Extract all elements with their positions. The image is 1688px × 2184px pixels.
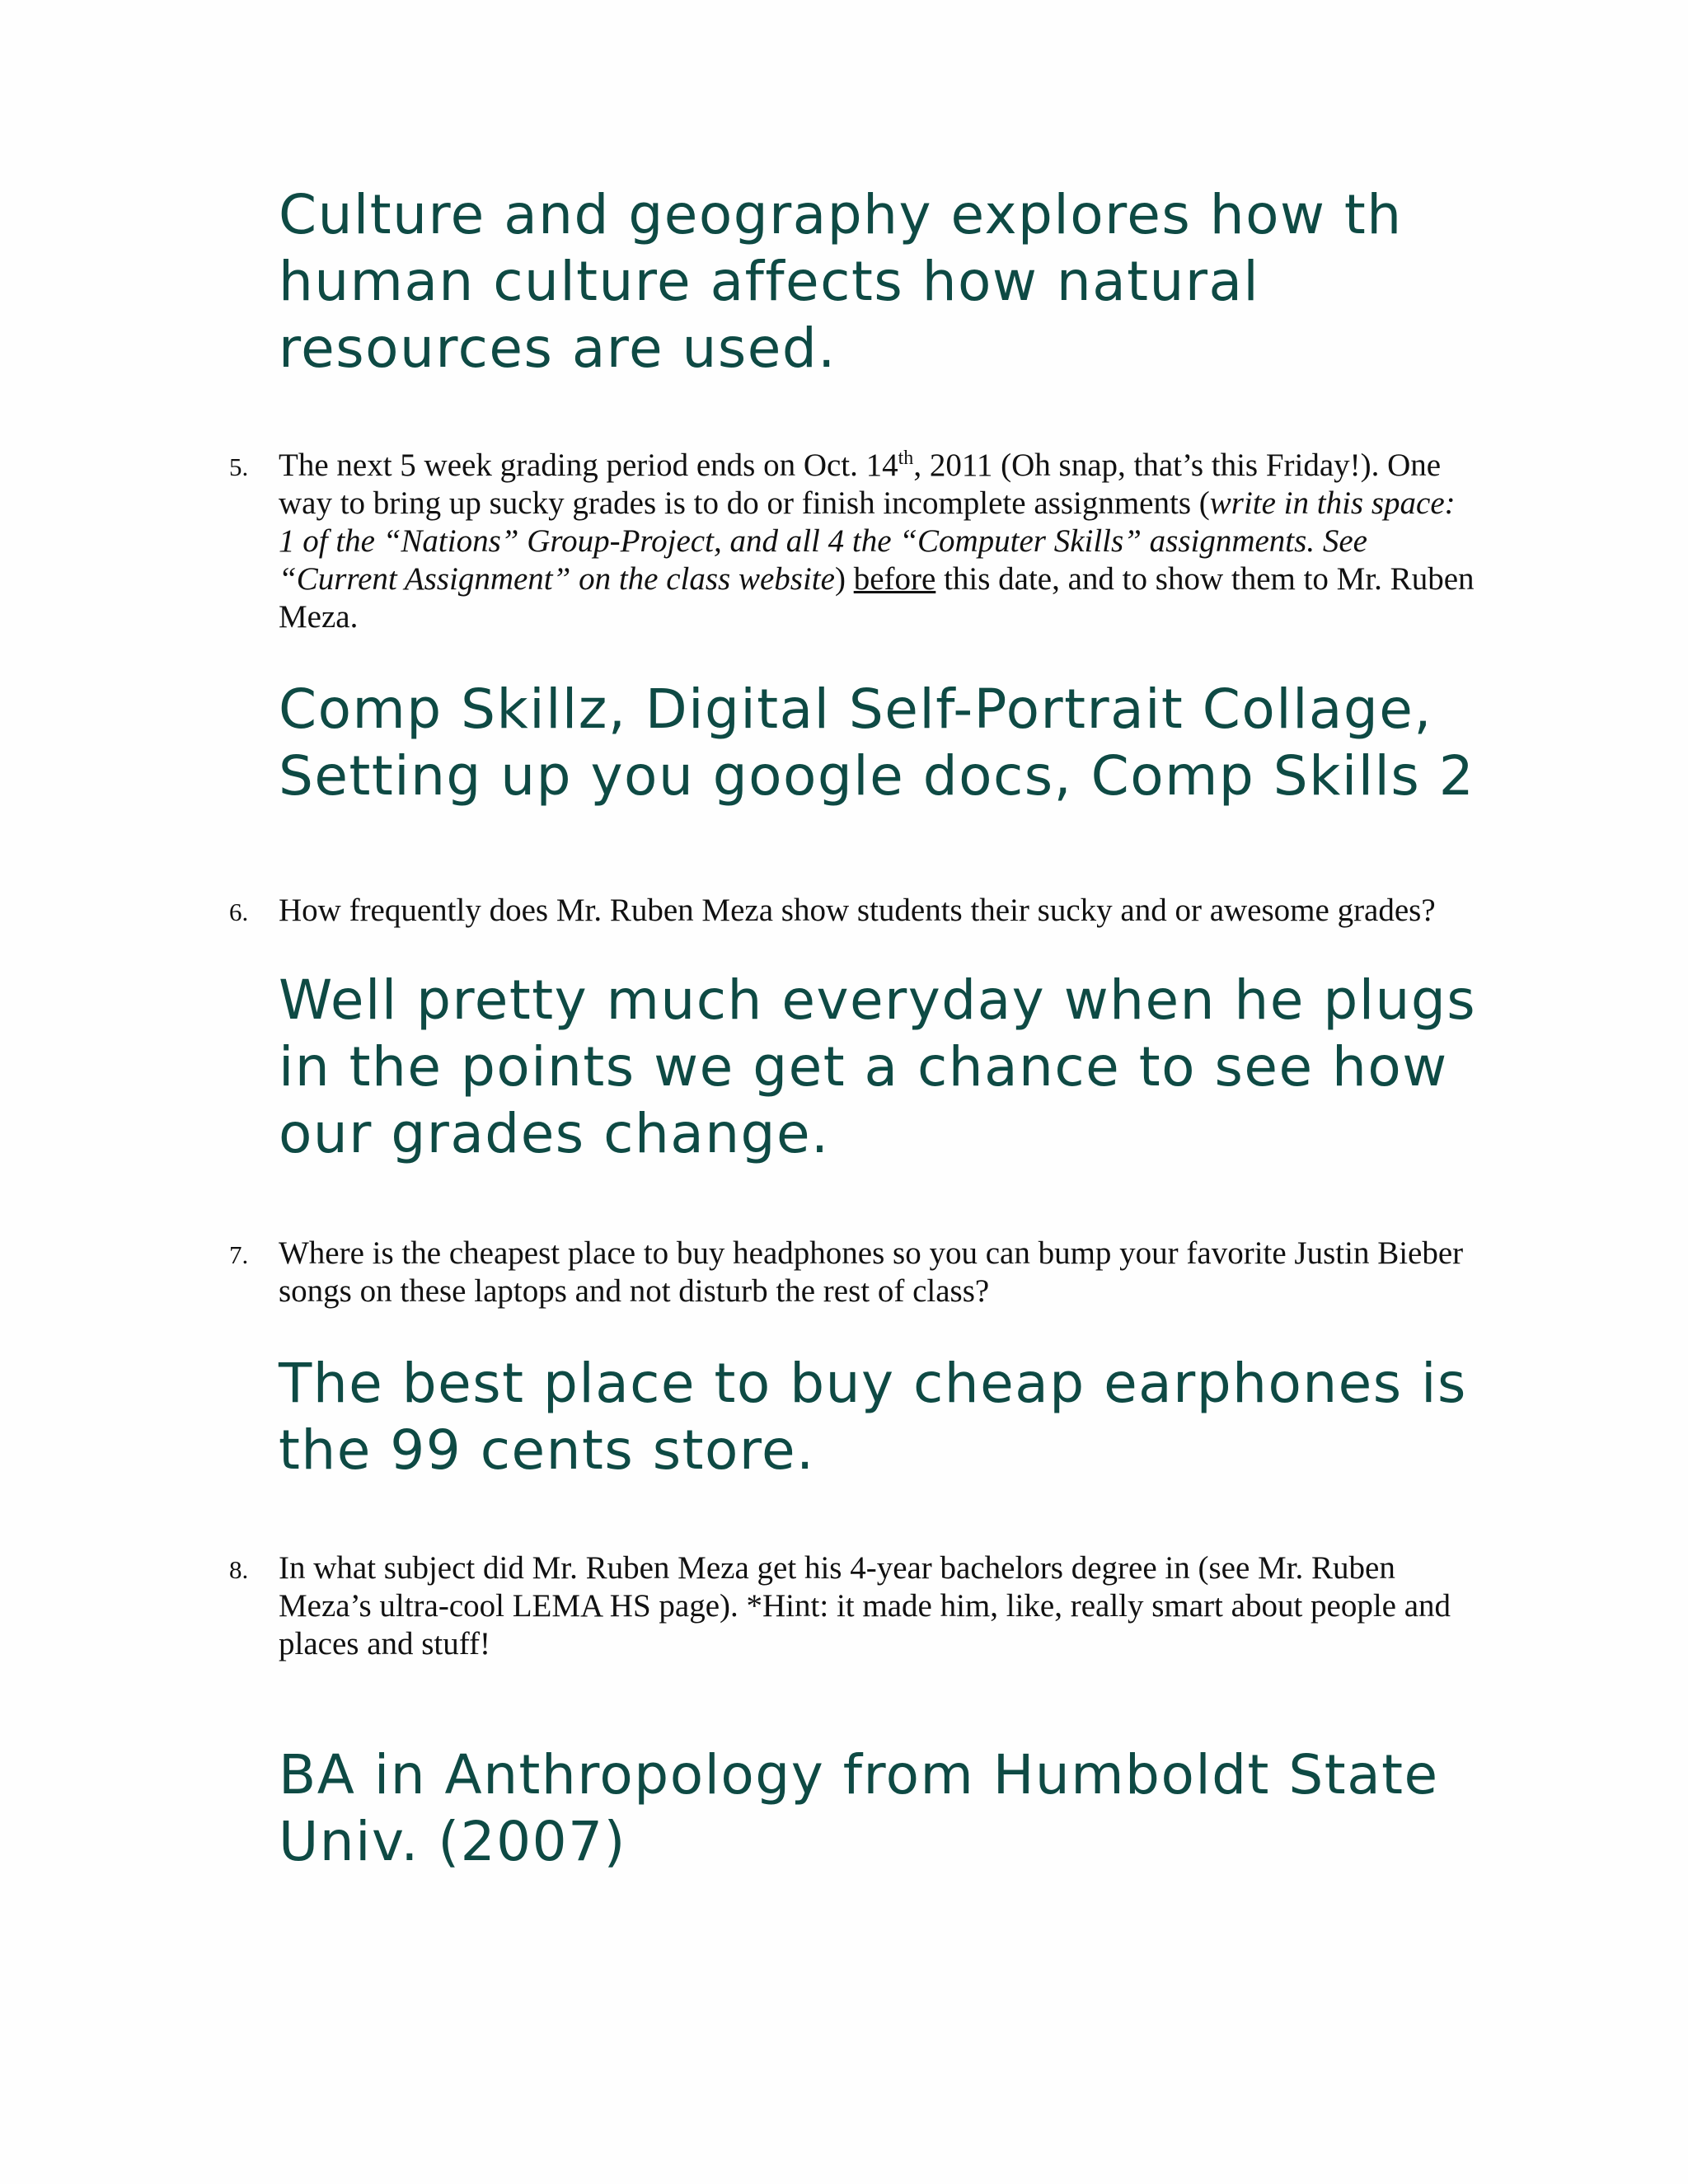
question-6-text bbox=[279, 892, 1523, 930]
question-number: 7. bbox=[229, 1240, 249, 1269]
question-line bbox=[279, 523, 1523, 560]
answer-6-line: our grades change. bbox=[279, 1102, 830, 1165]
answer-8 bbox=[279, 1741, 1515, 1875]
answer-7-line: the 99 cents store. bbox=[279, 1418, 815, 1482]
question-8-text bbox=[279, 1549, 1523, 1663]
question-line: Meza’s ultra-cool LEMA HS page). *Hint: it made him, like, really smart about people and bbox=[279, 1588, 1451, 1624]
answer-5-line: Setting up you google docs, Comp Skills 2 bbox=[279, 744, 1475, 808]
question-line: places and stuff! bbox=[279, 1626, 491, 1661]
answer-8-line: Univ. (2007) bbox=[279, 1810, 626, 1873]
question-text: ) bbox=[834, 561, 854, 597]
question-5-text bbox=[279, 447, 1523, 636]
question-number: 5. bbox=[229, 452, 249, 481]
question-text: way to bring up sucky grades is to do or finish incomplete assignments ( bbox=[279, 485, 1210, 521]
question-text: this date, and to show them to Mr. Ruben bbox=[935, 561, 1475, 597]
answer-4-line: human culture affects how natural bbox=[279, 250, 1260, 313]
question-line bbox=[279, 447, 1523, 485]
italic-text: “Current Assignment” on the class website bbox=[279, 561, 835, 597]
question-number: 6. bbox=[229, 898, 249, 926]
answer-4-line: resources are used. bbox=[279, 316, 837, 380]
answer-8-line: BA in Anthropology from Humboldt State bbox=[279, 1743, 1439, 1807]
question-line bbox=[279, 560, 1523, 598]
answer-4-line: Culture and geography explores how th bbox=[279, 183, 1403, 246]
italic-text: write in this space: bbox=[1209, 485, 1456, 521]
question-7-text bbox=[279, 1235, 1523, 1310]
question-text: The next 5 week grading period ends on Oct. 14 bbox=[279, 448, 898, 483]
answer-6-line: Well pretty much everyday when he plugs bbox=[279, 968, 1477, 1032]
question-line bbox=[279, 485, 1523, 523]
answer-4 bbox=[279, 181, 1515, 382]
answer-6-line: in the points we get a chance to see how bbox=[279, 1035, 1448, 1099]
answer-6 bbox=[279, 967, 1515, 1167]
superscript: th bbox=[898, 448, 914, 469]
answer-7-line: The best place to buy cheap earphones is bbox=[279, 1352, 1467, 1415]
question-number: 8. bbox=[229, 1555, 249, 1584]
question-text: , 2011 (Oh snap, that’s this Friday!). One bbox=[913, 448, 1442, 483]
italic-text: 1 of the “Nations” Group-Project, and all 4 the “Computer Skills” assignments. See bbox=[279, 523, 1367, 559]
answer-7 bbox=[279, 1350, 1515, 1483]
question-line: In what subject did Mr. Ruben Meza get his 4-year bachelors degree in (see Mr. Ruben bbox=[279, 1550, 1395, 1586]
answer-5-line: Comp Skillz, Digital Self-Portrait Collage, bbox=[279, 677, 1432, 741]
question-line: Meza. bbox=[279, 599, 359, 635]
question-line: songs on these laptops and not disturb the rest of class? bbox=[279, 1273, 990, 1309]
question-line: How frequently does Mr. Ruben Meza show students their sucky and or awesome grades? bbox=[279, 893, 1436, 928]
question-line: Where is the cheapest place to buy headphones so you can bump your favorite Justin Bieber bbox=[279, 1235, 1464, 1271]
underlined-text: before bbox=[853, 561, 936, 597]
answer-5 bbox=[279, 676, 1515, 809]
